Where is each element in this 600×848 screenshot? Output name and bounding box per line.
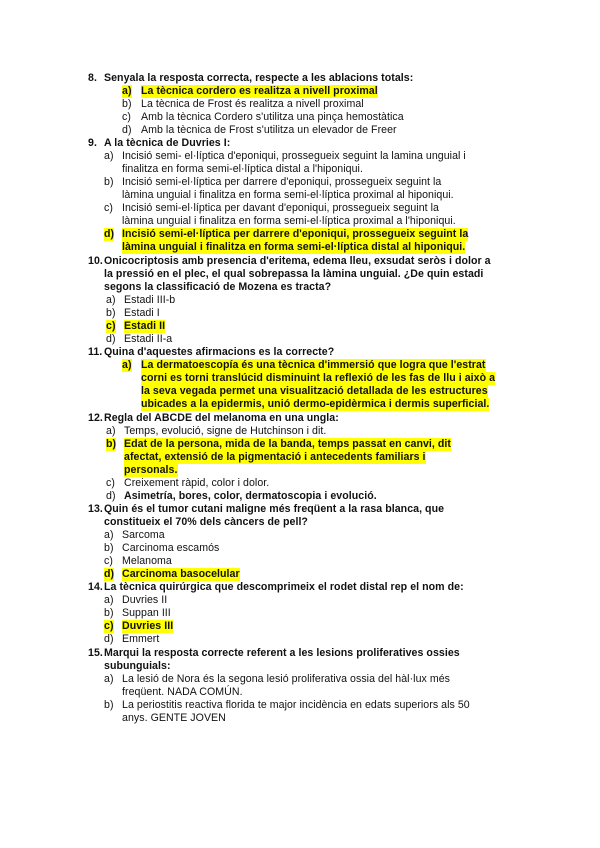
option-letter: d): [106, 332, 116, 345]
option-text[interactable]: Creixement ràpid, color i dolor.: [124, 476, 270, 489]
question-stem: constitueix el 70% dels càncers de pell?: [104, 516, 308, 528]
option-text[interactable]: Edat de la persona, mida de la banda, temps passat en canvi, dit: [124, 437, 451, 450]
option-letter: a): [104, 529, 114, 541]
option-letter: a): [104, 150, 114, 163]
question-stem: Onicocriptosis amb presencia d'eritema, edema lleu, exsudat seròs i dolor a: [104, 254, 491, 267]
option-text[interactable]: La tècnica cordero es realitza a nivell proximal: [141, 85, 378, 97]
option-letter: d): [122, 124, 132, 136]
option-letter: c): [106, 319, 116, 332]
option-letter: a): [104, 672, 114, 685]
question-stem: segons la classificació de Mozena es tracta?: [104, 280, 332, 293]
option-text[interactable]: Duvries II: [122, 594, 168, 607]
option-letter: d): [104, 228, 115, 241]
question-stem: Marqui la resposta correcte referent a les lesions proliferatives ossies: [104, 646, 460, 659]
question-stem: Quin és el tumor cutani maligne més freqüent a la rasa blanca, que: [104, 503, 445, 515]
option-text[interactable]: afectat, extensió de la pigmentació i antecedents familiars i: [124, 450, 426, 463]
option-text[interactable]: La periostitis reactiva florida te major incidència en edats superiors als 50: [122, 698, 470, 711]
option-text[interactable]: finalitza en forma semi-el·líptica distal a l'hiponiqui.: [122, 163, 363, 176]
option-text[interactable]: personals.: [124, 463, 178, 476]
question-stem: La tècnica quirúrgica que descomprimeix el rodet distal rep el nom de:: [104, 581, 464, 594]
option-letter: a): [106, 424, 116, 437]
option-letter: c): [104, 555, 113, 567]
option-letter: a): [104, 594, 114, 607]
question-number: 10.: [88, 254, 103, 267]
option-text[interactable]: Melanoma: [122, 555, 172, 567]
option-letter: b): [104, 698, 114, 711]
option-text[interactable]: Estadi I: [124, 306, 160, 319]
question-number: 12.: [88, 411, 103, 424]
option-letter: d): [106, 489, 116, 502]
question-number: 15.: [88, 646, 103, 659]
option-text[interactable]: làmina unguial i finalitza en forma semi-el·líptica proximal al hiponiqui.: [122, 189, 454, 202]
option-letter: b): [104, 542, 114, 554]
question-stem: Senyala la resposta correcta, respecte a les ablacions totals:: [104, 72, 414, 84]
option-text[interactable]: corni es torni translúcid disminuint la reflexió de les fas de llu i això a: [141, 372, 496, 385]
option-letter: d): [104, 568, 115, 580]
option-text[interactable]: Temps, evolució, signe de Hutchinson i dit.: [124, 424, 327, 437]
question-stem: Regla del ABCDE del melanoma en una ungla:: [104, 411, 339, 424]
question-number: 8.: [88, 72, 97, 84]
option-text[interactable]: freqüent. NADA COMÚN.: [122, 685, 243, 698]
option-letter: c): [106, 476, 115, 489]
option-text[interactable]: làmina unguial i finalitza en forma semi-el·líptica proximal a l'hiponiqui.: [122, 215, 456, 228]
question-number: 14.: [88, 581, 103, 594]
option-text[interactable]: Duvries III: [122, 620, 174, 633]
question-number: 11.: [88, 346, 103, 359]
option-text[interactable]: la seva vegada permet una visualització detallada de les estructures: [141, 385, 488, 398]
option-letter: b): [106, 306, 116, 319]
question-number: 9.: [88, 137, 97, 150]
question-stem: Quina d'aquestes afirmacions es la correcte?: [104, 346, 335, 359]
option-letter: b): [122, 98, 132, 110]
option-letter: b): [104, 607, 114, 620]
option-letter: c): [104, 620, 114, 633]
option-text[interactable]: Estadi II-a: [124, 332, 173, 345]
option-letter: b): [104, 176, 114, 189]
option-letter: a): [106, 293, 116, 306]
option-text[interactable]: Emmert: [122, 633, 160, 646]
option-text[interactable]: làmina unguial i finalitza en forma semi-el·líptica distal al hiponiqui.: [122, 241, 466, 254]
option-text[interactable]: Incisió semi- el·líptica d'eponiqui, prossegueix seguint la lamina unguial i: [122, 150, 466, 163]
option-text[interactable]: Incisió semi-el·líptica per darrere d'eponiqui, prossegueix seguint la: [122, 176, 442, 189]
option-text[interactable]: Incisió semi-el·líptica per davant d'eponiqui, prossegueix seguint la: [122, 202, 439, 215]
option-text[interactable]: Asimetría, bores, color, dermatoscopia i evolució.: [124, 489, 377, 502]
option-text[interactable]: La dermatoescopía és una tècnica d'immersió que logra que l'estrat: [141, 359, 486, 372]
option-text[interactable]: Amb la tècnica de Frost s'utilitza un elevador de Freer: [141, 124, 397, 136]
option-letter: c): [122, 111, 131, 123]
option-text[interactable]: Amb la tècnica Cordero s'utilitza una pinça hemostàtica: [141, 111, 404, 123]
option-text[interactable]: anys. GENTE JOVEN: [122, 711, 226, 724]
question-stem: la pressió en el plec, el qual sobrepassa la làmina unguial. ¿De quin estadi: [104, 267, 484, 280]
option-letter: b): [106, 437, 117, 450]
option-letter: a): [122, 359, 132, 372]
question-number: 13.: [88, 503, 103, 515]
question-stem: subunguials:: [104, 659, 171, 672]
option-text[interactable]: La tècnica de Frost és realitza a nivell proximal: [141, 98, 364, 110]
option-text[interactable]: Incisió semi-el·líptica per darrere d'eponiqui, prossegueix seguint la: [122, 228, 469, 241]
option-letter: a): [122, 85, 132, 97]
option-text[interactable]: Suppan III: [122, 607, 171, 620]
option-text[interactable]: La lesió de Nora és la segona lesió proliferativa ossia del hàl·lux més: [122, 672, 451, 685]
option-letter: d): [104, 633, 114, 646]
option-text[interactable]: Estadi III-b: [124, 293, 176, 306]
question-stem: A la tècnica de Duvries I:: [104, 137, 231, 150]
option-text[interactable]: Carcinoma escamós: [122, 542, 220, 554]
option-text[interactable]: Estadi II: [124, 319, 166, 332]
option-letter: c): [104, 202, 113, 215]
option-text[interactable]: ubicades a la epidermis, unió dermo-epidèrmica i dermis superficial.: [141, 398, 490, 411]
option-text[interactable]: Sarcoma: [122, 529, 165, 541]
option-text[interactable]: Carcinoma basocelular: [122, 568, 240, 580]
